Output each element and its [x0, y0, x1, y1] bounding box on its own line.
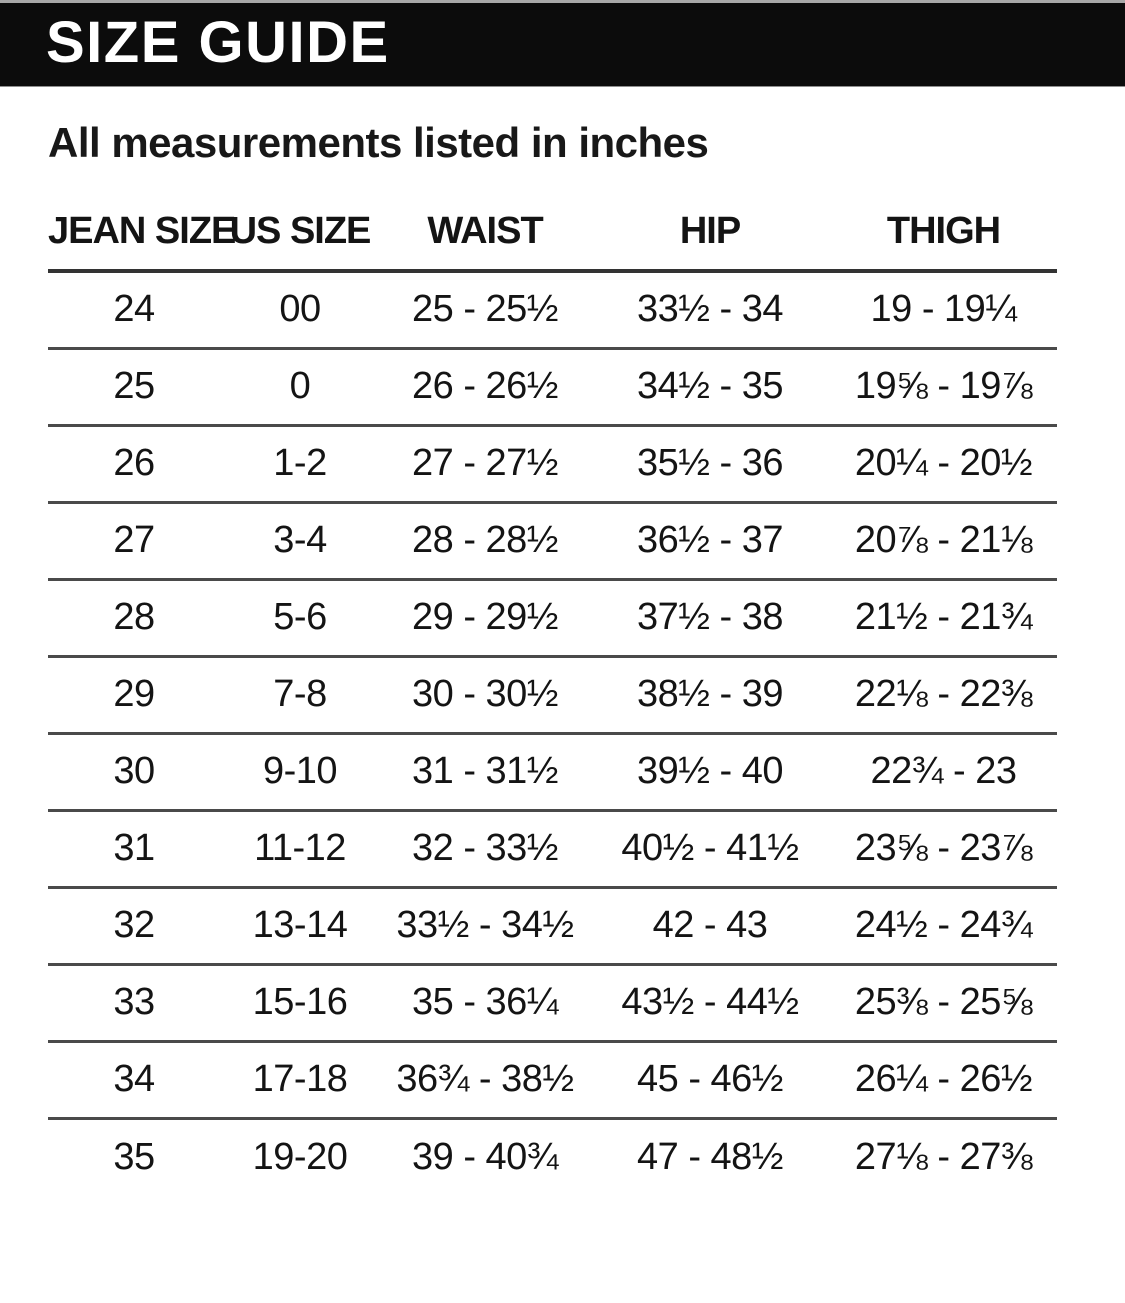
table-row — [48, 733, 1057, 810]
table-cell: 32 - 33½ — [380, 810, 590, 887]
table-cell: 20¼ - 20½ — [830, 425, 1057, 502]
table-cell: 9-10 — [220, 733, 380, 810]
page-title: SIZE GUIDE — [46, 9, 390, 75]
table-row — [48, 887, 1057, 964]
table-cell: 31 - 31½ — [380, 733, 590, 810]
table-cell: 27 — [48, 502, 220, 579]
table-cell: 35 — [113, 1135, 155, 1178]
table-cell: 21½ - 21¾ — [830, 579, 1057, 656]
table-cell: 34½ - 35 — [590, 348, 830, 425]
table-cell: 19⅝ - 19⅞ — [830, 348, 1057, 425]
table-cell: 30 — [48, 733, 220, 810]
column-header: HIP — [590, 193, 830, 271]
header-bar — [0, 0, 1125, 87]
table-cell: 37½ - 38 — [590, 579, 830, 656]
table-cell: 42 - 43 — [590, 887, 830, 964]
table-cell: 20⅞ - 21⅛ — [830, 502, 1057, 579]
table-cell: 35 - 36¼ — [380, 964, 590, 1041]
table-row — [48, 1041, 1057, 1118]
table-cell: 15-16 — [220, 964, 380, 1041]
table-cell: 19 - 19¼ — [830, 271, 1057, 348]
table-cell: 27 - 27½ — [380, 425, 590, 502]
table-cell: 1-2 — [220, 425, 380, 502]
table-header-row — [48, 193, 1057, 271]
table-row — [48, 502, 1057, 579]
table-cell: 19-20 — [252, 1135, 348, 1178]
table-cell: 33½ - 34 — [590, 271, 830, 348]
table-cell: 3-4 — [220, 502, 380, 579]
table-cell: 26 - 26½ — [380, 348, 590, 425]
table-cell: 26 — [48, 425, 220, 502]
subtitle: All measurements listed in inches — [48, 119, 709, 166]
table-cell: 29 - 29½ — [380, 579, 590, 656]
table-row — [48, 579, 1057, 656]
table-cell: 25 - 25½ — [380, 271, 590, 348]
table-row — [48, 348, 1057, 425]
table-cell: 45 - 46½ — [590, 1041, 830, 1118]
column-header: WAIST — [380, 193, 590, 271]
table-cell: 32 — [48, 887, 220, 964]
table-cell: 00 — [220, 271, 380, 348]
table-cell: 28 — [48, 579, 220, 656]
table-cell: 31 — [48, 810, 220, 887]
table-cell: 17-18 — [220, 1041, 380, 1118]
table-cell: 27⅛ - 27⅜ — [854, 1135, 1033, 1178]
table-cell: 47 - 48½ — [637, 1135, 783, 1178]
table-cell: 24½ - 24¾ — [830, 887, 1057, 964]
column-header: THIGH — [830, 193, 1057, 271]
table-cell: 13-14 — [220, 887, 380, 964]
table-cell: 40½ - 41½ — [590, 810, 830, 887]
size-guide-table — [48, 193, 1057, 1195]
table-cell: 34 — [48, 1041, 220, 1118]
table-cell: 39½ - 40 — [590, 733, 830, 810]
table-cell: 7-8 — [220, 656, 380, 733]
table-cell: 39 - 40¾ — [412, 1135, 558, 1178]
table-cell: 36½ - 37 — [590, 502, 830, 579]
table-cell: 0 — [220, 348, 380, 425]
table-row — [48, 656, 1057, 733]
table-cell: 22¾ - 23 — [830, 733, 1057, 810]
table-cell: 26¼ - 26½ — [830, 1041, 1057, 1118]
table-row — [48, 810, 1057, 887]
table-cell: 11-12 — [220, 810, 380, 887]
table-cell: 25⅜ - 25⅝ — [830, 964, 1057, 1041]
column-header: US SIZE — [220, 193, 380, 271]
table-cell: 38½ - 39 — [590, 656, 830, 733]
table-cell: 30 - 30½ — [380, 656, 590, 733]
table-cell: 35½ - 36 — [590, 425, 830, 502]
table-cell: 22⅛ - 22⅜ — [830, 656, 1057, 733]
table-row — [48, 271, 1057, 348]
table-cell: 23⅝ - 23⅞ — [830, 810, 1057, 887]
column-header: JEAN SIZE — [48, 193, 220, 271]
table-body — [48, 271, 1057, 1195]
table-cell: 5-6 — [220, 579, 380, 656]
table-cell: 24 — [48, 271, 220, 348]
table-cell: 25 — [48, 348, 220, 425]
table-cell: 28 - 28½ — [380, 502, 590, 579]
table-cell: 33½ - 34½ — [380, 887, 590, 964]
table-cell: 43½ - 44½ — [590, 964, 830, 1041]
table-cell: 36¾ - 38½ — [380, 1041, 590, 1118]
table-row — [48, 1118, 1057, 1195]
table-cell: 33 — [48, 964, 220, 1041]
table-row — [48, 964, 1057, 1041]
table-cell: 29 — [48, 656, 220, 733]
table-row — [48, 425, 1057, 502]
